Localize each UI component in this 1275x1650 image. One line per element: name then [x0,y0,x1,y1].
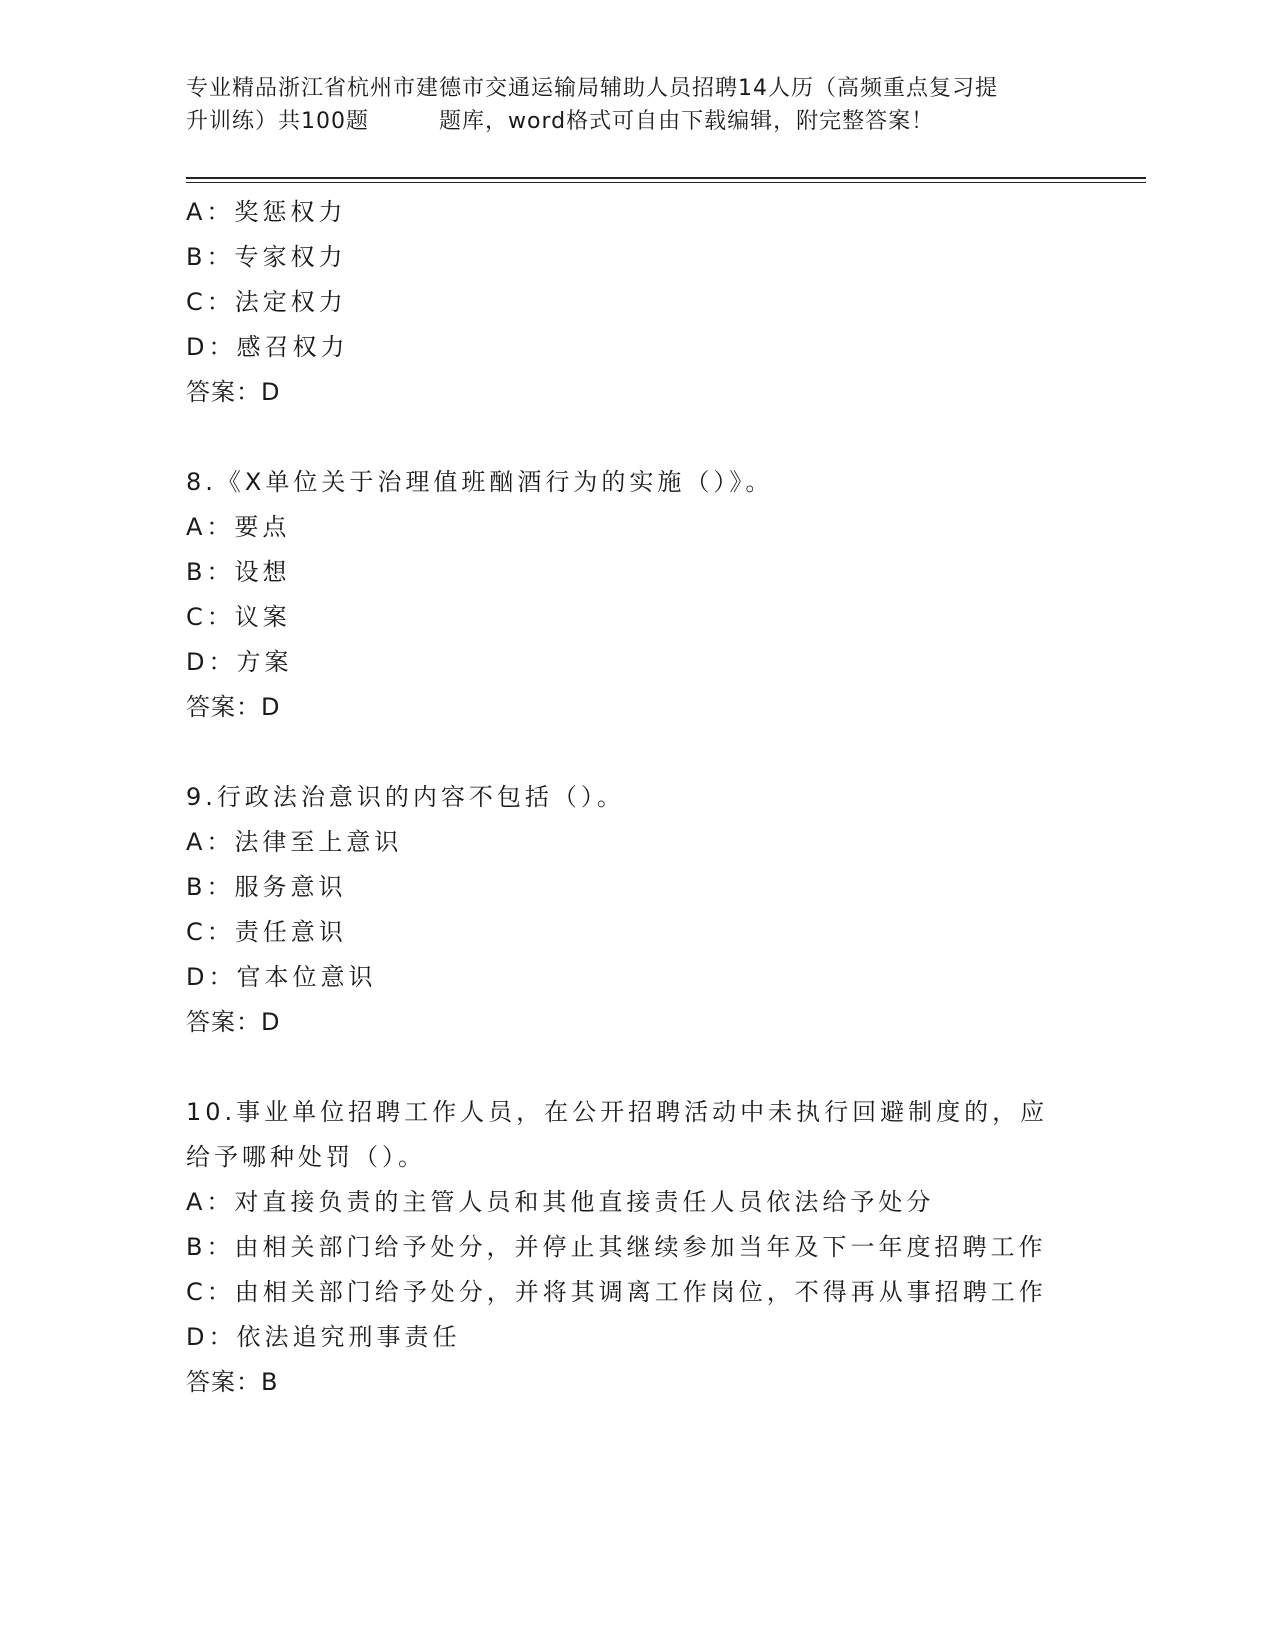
q7-option-a: A：奖惩权力 [186,198,347,226]
question-8-block [186,460,1086,730]
q7-option-d: D：感召权力 [186,333,349,361]
header-divider-thin [186,182,1146,183]
q10-option-b: B：由相关部门给予处分，并停止其继续参加当年及下一年度招聘工作 [186,1233,1047,1261]
q7-option-b: B：专家权力 [186,243,347,271]
question-9-block [186,775,1086,1045]
q8-option-c: C：议案 [186,603,291,631]
q9-option-d: D：官本位意识 [186,963,377,991]
question-list [186,190,1086,1405]
q8-option-d: D：方案 [186,648,293,676]
q10-option-a: A：对直接负责的主管人员和其他直接责任人员依法给予处分 [186,1188,935,1216]
q10-answer: 答案：B [186,1368,279,1396]
q10-question-line-1: 10.事业单位招聘工作人员，在公开招聘活动中未执行回避制度的，应 [186,1098,1049,1126]
q10-option-d: D：依法追究刑事责任 [186,1323,461,1351]
document-header [186,72,1076,138]
q8-question: 8.《X单位关于治理值班酗酒行为的实施（）》。 [186,468,774,496]
header-line-1: 专业精品浙江省杭州市建德市交通运输局辅助人员招聘14人历（高频重点复习提 [186,76,998,101]
q9-option-a: A：法律至上意识 [186,828,403,856]
q8-option-b: B：设想 [186,558,291,586]
header-line-2-right: 题库，word格式可自由下载编辑，附完整答案！ [439,109,935,134]
q8-option-a: A：要点 [186,513,291,541]
question-10-block [186,1090,1086,1405]
q9-answer: 答案：D [186,1008,281,1036]
q9-option-c: C：责任意识 [186,918,347,946]
q10-question-line-2: 给予哪种处罚（）。 [186,1143,426,1171]
q7-answer: 答案：D [186,378,281,406]
q9-question: 9.行政法治意识的内容不包括（）。 [186,783,625,811]
question-7-block [186,190,1086,415]
header-line-2-left: 升训练）共100题 [186,109,369,134]
header-line-2 [186,105,1076,138]
q10-option-c: C：由相关部门给予处分，并将其调离工作岗位，不得再从事招聘工作 [186,1278,1047,1306]
header-divider-thick [186,177,1146,179]
q8-answer: 答案：D [186,693,281,721]
q9-option-b: B：服务意识 [186,873,347,901]
q7-option-c: C：法定权力 [186,288,347,316]
